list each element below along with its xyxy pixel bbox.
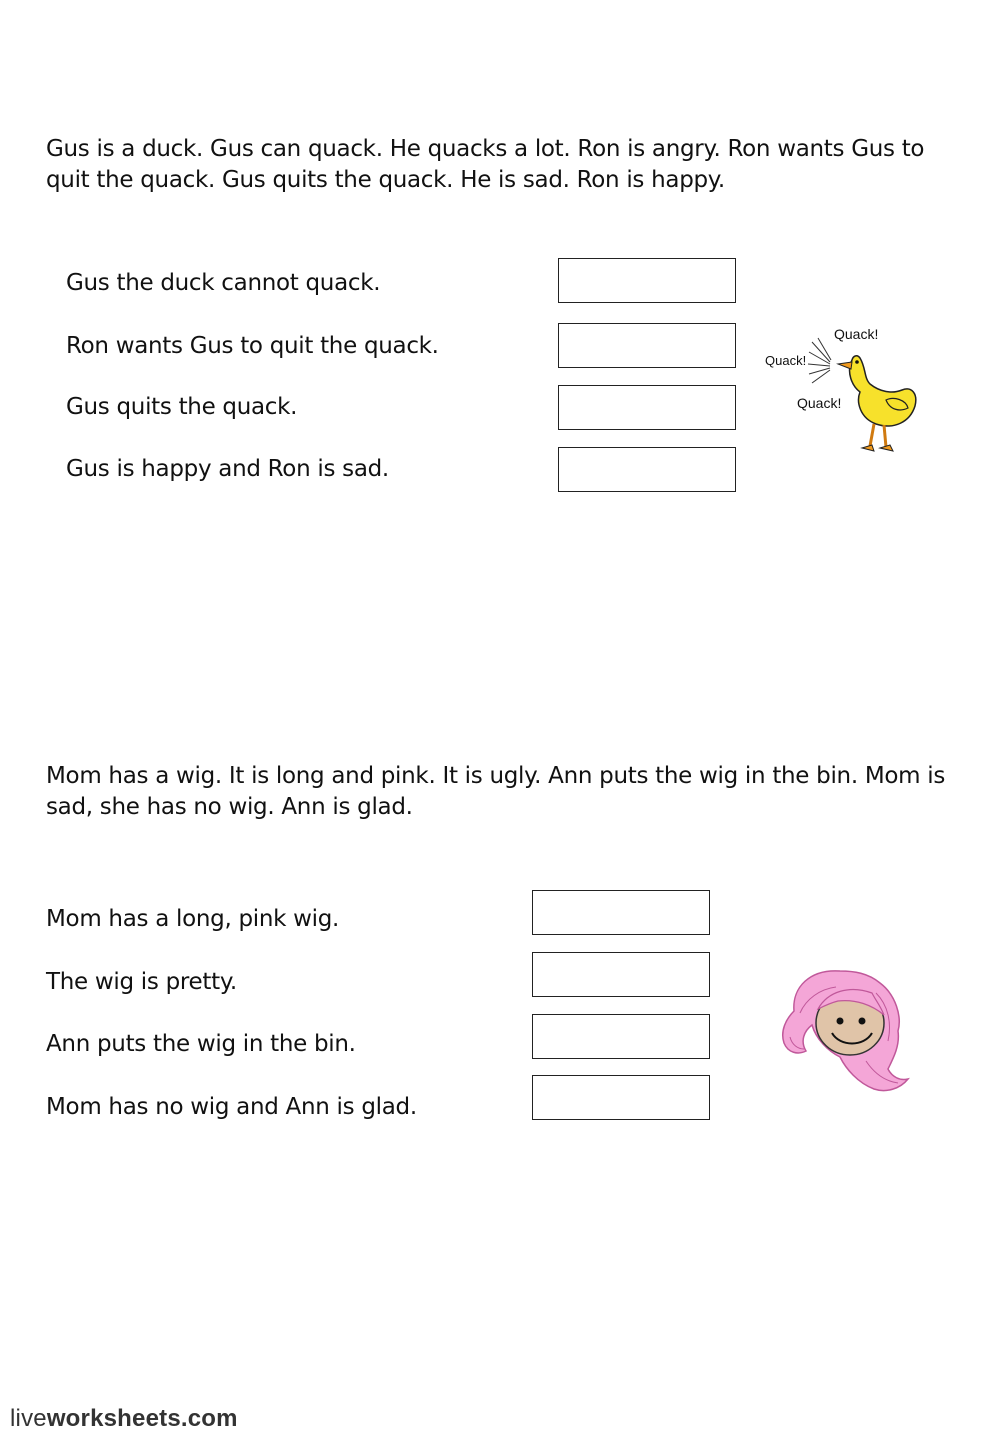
answer-box-wig-4[interactable] bbox=[532, 1075, 710, 1120]
answer-box-wig-3[interactable] bbox=[532, 1014, 710, 1059]
answer-box-duck-3[interactable] bbox=[558, 385, 736, 430]
brand-prefix: live bbox=[10, 1405, 47, 1432]
answer-box-wig-1[interactable] bbox=[532, 890, 710, 935]
pink-wig-girl-icon bbox=[776, 965, 916, 1097]
sound-lines bbox=[808, 338, 831, 383]
quack-label: Quack! bbox=[797, 395, 842, 411]
statement-wig-2: The wig is pretty. bbox=[46, 969, 237, 995]
answer-box-duck-2[interactable] bbox=[558, 323, 736, 368]
duck-icon bbox=[760, 320, 930, 460]
statement-wig-1: Mom has a long, pink wig. bbox=[46, 906, 340, 932]
statement-wig-4: Mom has no wig and Ann is glad. bbox=[46, 1094, 417, 1120]
footer-brand bbox=[10, 1405, 238, 1433]
statement-wig-3: Ann puts the wig in the bin. bbox=[46, 1031, 356, 1057]
statement-duck-1: Gus the duck cannot quack. bbox=[66, 270, 381, 296]
quack-label: Quack! bbox=[834, 326, 879, 342]
passage-duck: Gus is a duck. Gus can quack. He quacks a lot. Ron is angry. Ron wants Gus to quit the quack. Gus quits the quack. He is sad. Ron is happy. bbox=[46, 136, 925, 193]
statement-duck-2: Ron wants Gus to quit the quack. bbox=[66, 333, 439, 359]
brand-main: worksheets bbox=[46, 1405, 181, 1432]
answer-box-duck-4[interactable] bbox=[558, 447, 736, 492]
statement-duck-3: Gus quits the quack. bbox=[66, 394, 298, 420]
quack-label: Quack! bbox=[765, 353, 807, 368]
answer-box-duck-1[interactable] bbox=[558, 258, 736, 303]
brand-suffix: .com bbox=[180, 1405, 238, 1432]
statement-duck-4: Gus is happy and Ron is sad. bbox=[66, 456, 389, 482]
passage-wig: Mom has a wig. It is long and pink. It is ugly. Ann puts the wig in the bin. Mom is sad, she has no wig. Ann is glad. bbox=[46, 763, 946, 820]
answer-box-wig-2[interactable] bbox=[532, 952, 710, 997]
